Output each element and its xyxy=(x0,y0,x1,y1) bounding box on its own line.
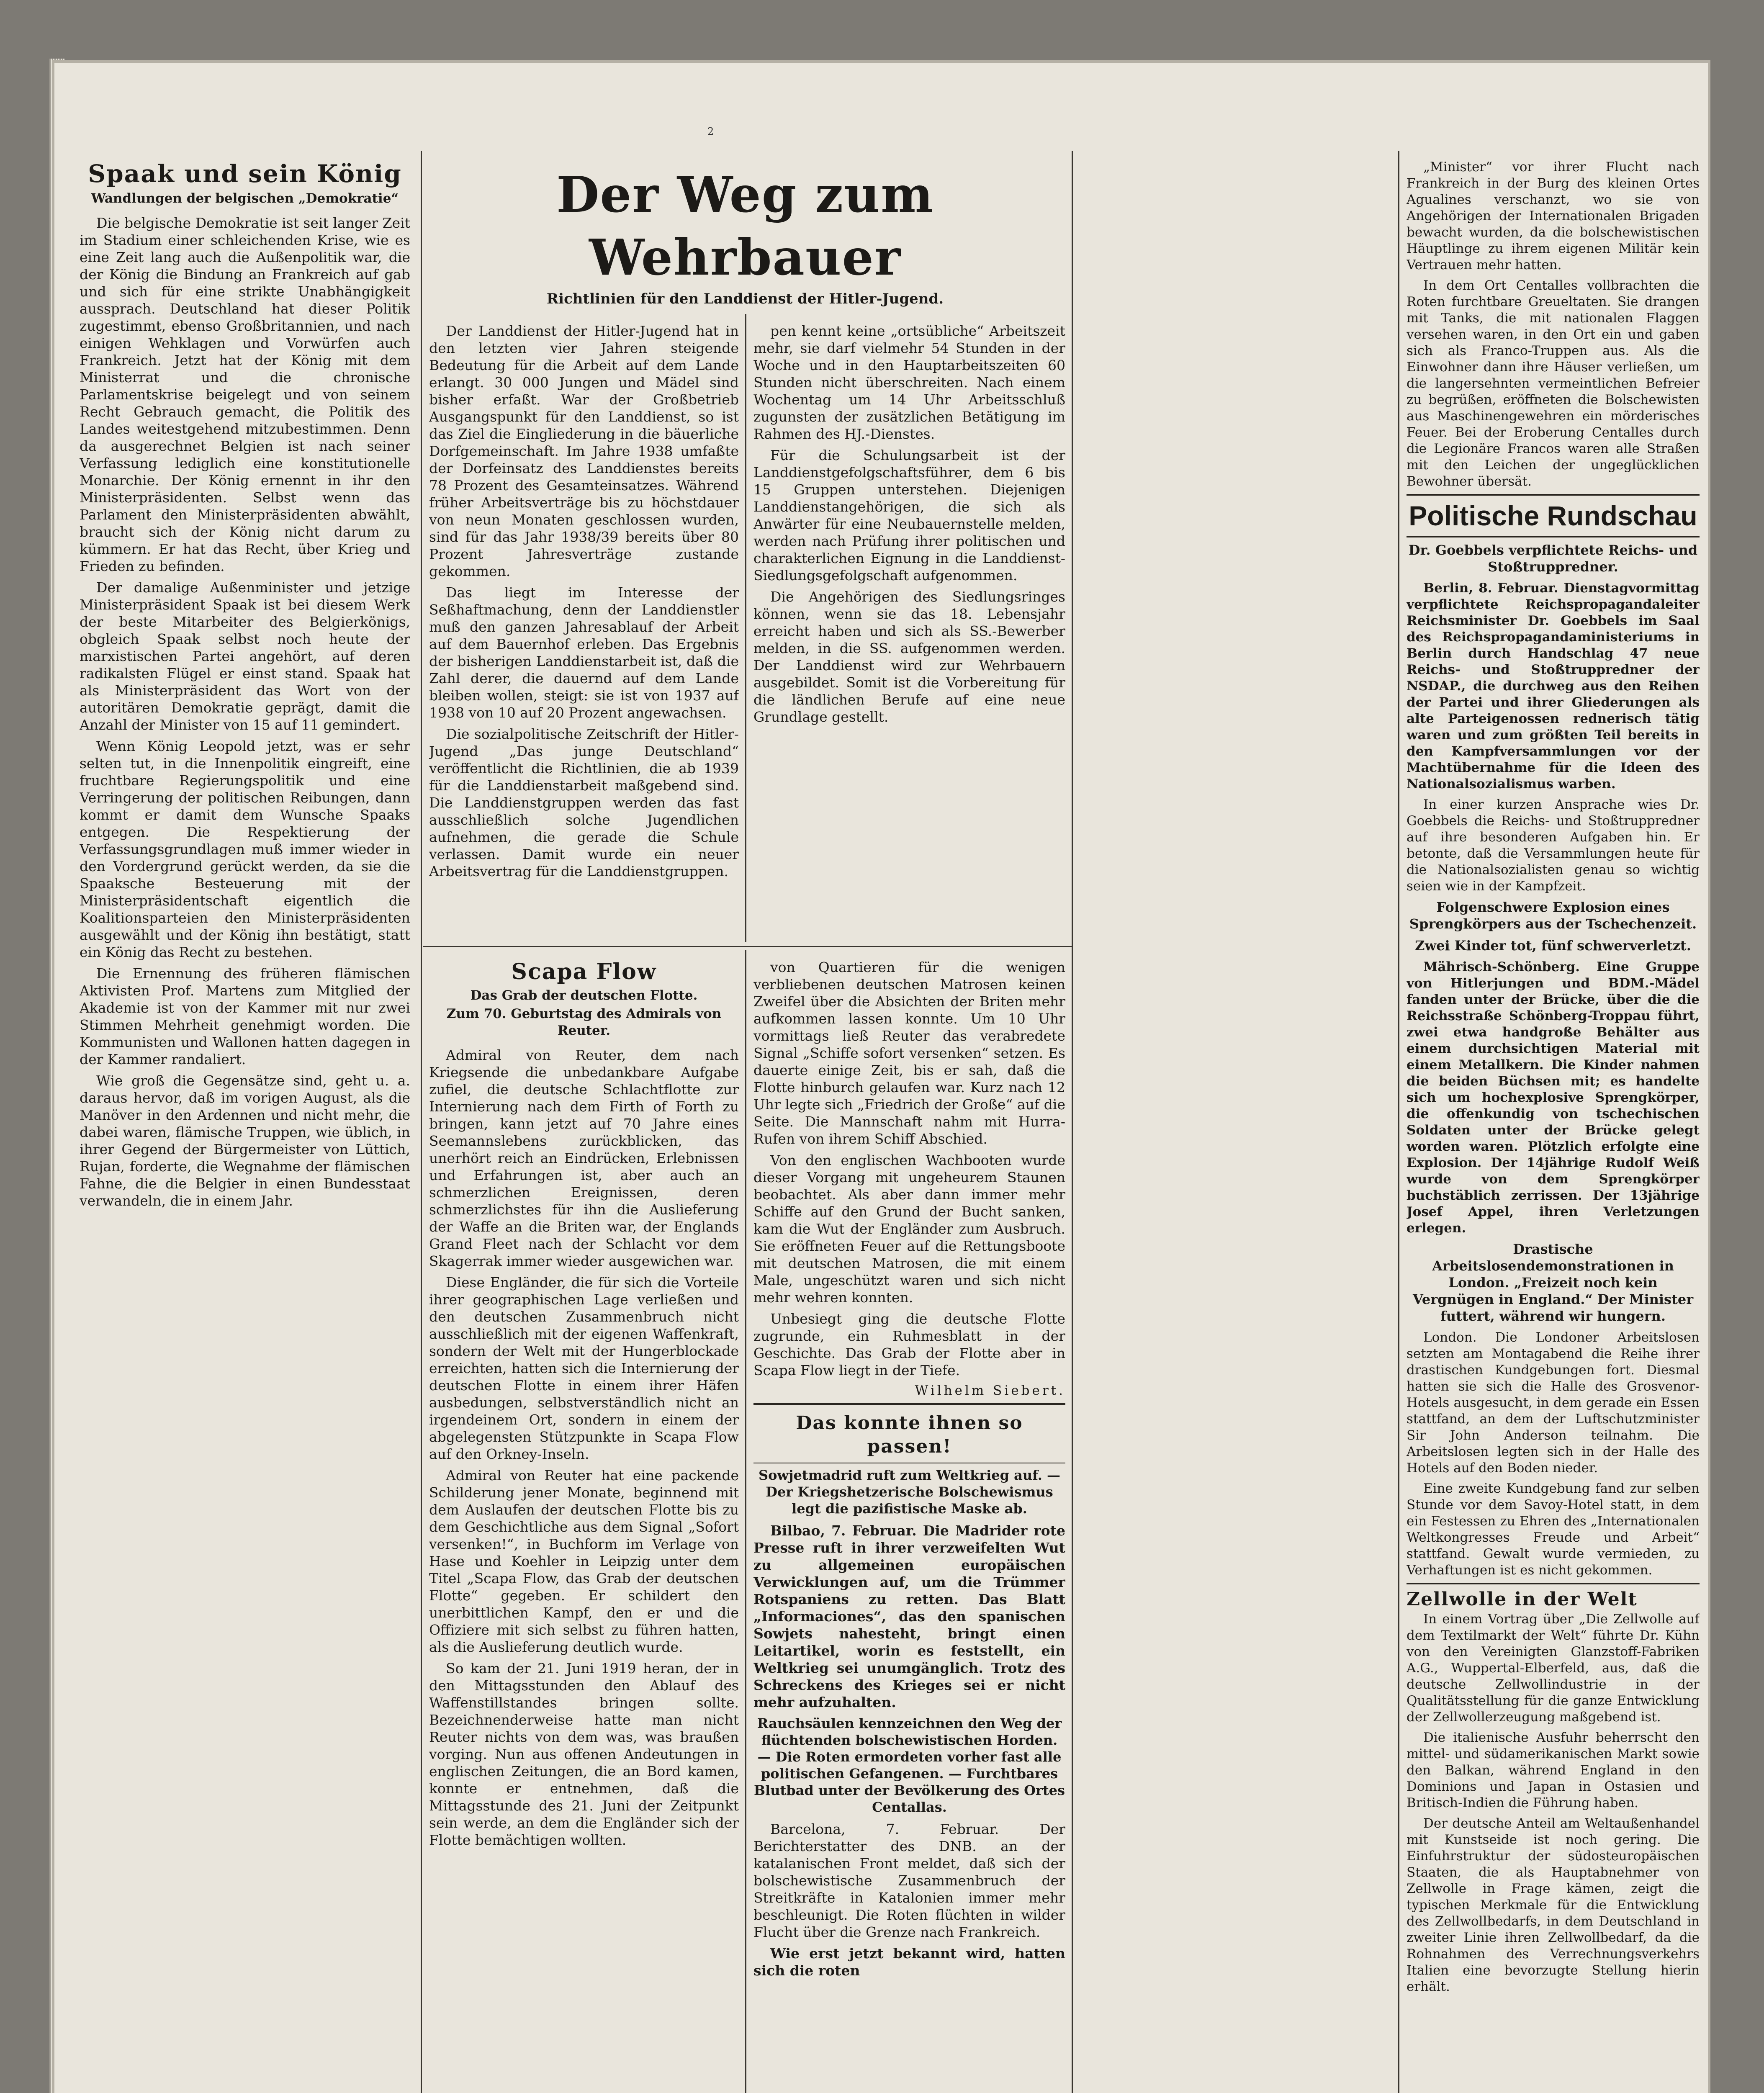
paragraph: In einer kurzen Ansprache wies Dr. Goebbels die Reichs- und Stoßtruppredner auf ihre besonderen Aufgaben hin. Er betonte, daß die Versammlungen heute für die Nationalsozialisten genau so wichtig seien wie in der Kampfzeit. xyxy=(1407,797,1700,894)
explosion-head: Folgenschwere Explosion eines Sprengkörpers aus der Tschechenzeit. xyxy=(1409,899,1697,932)
paragraph: Die Ernennung des früheren flämischen Aktivisten Prof. Martens zum Mitglied der Akademie ist von der Kammer mit nur zwei Stimmen Mehrheit genehmigt worden. Die Kommunisten und Wallonen hatten dagegen in der Kammer randaliert. xyxy=(80,965,410,1067)
main-title: Der Weg zum Wehrbauer xyxy=(556,165,934,286)
paragraph: Die sozialpolitische Zeitschrift der Hitler-Jugend „Das junge Deutschland“ veröffentlicht die Richtlinien, die ab 1939 für die Landdienstarbeit maßgebend sind. Die Landdienstgruppen werden das fast ausschließlich solche Jugendlichen aufnehmen, die gerade die Schule verlassen. Damit wurde ein neuer Arbeitsvertrag für die Landdienstgruppen. xyxy=(429,726,739,879)
scapa-subtitle: Das Grab der deutschen Flotte. xyxy=(470,988,698,1003)
goebbels-head: Dr. Goebbels verpflichtete Reichs- und Stoßtruppredner. xyxy=(1408,542,1698,575)
main-subtitle: Richtlinien für den Landdienst der Hitler-Jugend. xyxy=(546,291,944,307)
page-number: 2 xyxy=(707,126,714,137)
column-landdienst-right xyxy=(753,322,1065,942)
paragraph: von Quartieren für die wenigen verbliebenen deutschen Matrosen keinen Zweifel über die Absichten der Briten mehr aufkommen lassen konnte. Um 10 Uhr vormittags ließ Reuter das verabredete Signal „Schiffe sofort versenken“ setzen. Es dauerte einige Zeit, bis er sah, daß die Flotte hinburch gelaufen war. Kurz nach 12 Uhr legte sich „Friedrich der Große“ auf die Seite. Die Mannschaft nahm mit Hurra-Rufen von ihrem Schiff Abschied. xyxy=(753,959,1065,1147)
paragraph: Für die Schulungsarbeit ist der Landdienstgefolgschaftsführer, dem 6 bis 15 Gruppen unterstehen. Diejenigen Landdienstangehörigen, die sich als Anwärter für eine Neubauernstelle melden, werden nach Prüfung ihrer politischen und charakterlichen Eignung in die Landdienst-Siedlungsgefolgschaft aufgenommen. xyxy=(753,447,1065,584)
zellwolle-title: Zellwolle in der Welt xyxy=(1407,1589,1638,1610)
column-rule xyxy=(421,151,422,2093)
paragraph: Berlin, 8. Februar. Dienstagvormittag verpflichtete Reichspropagandaleiter Reichsminister Dr. Goebbels im Saal des Reichspropagandaministeriums in Berlin durch Handschlag 47 neue Reichs- und Stoßtruppredner der NSDAP., die durchweg aus den Reihen der Partei und ihrer Gliederungen als alte Parteigenossen rednerisch tätig waren und zum größten Teil bereits in den Kampfversammlungen vor der Machtübernahme für die Ideen des Nationalsozialismus warben. xyxy=(1407,581,1700,792)
paragraph: Mährisch-Schönberg. Eine Gruppe von Hitlerjungen und BDM.-Mädel fanden unter der Brücke, über die die Reichsstraße Schönberg-Troppau führt, zwei etwa handgroße Behälter aus einem durchsichtigen Material mit einem Metallkern. Die Kinder nahmen die beiden Büchsen mit; es handelte sich um hochexplosive Sprengkörper, die offenkundig von tschechischen Soldaten unter der Brücke gelegt worden waren. Plötzlich erfolgte eine Explosion. Der 14jährige Rudolf Weiß wurde von dem Sprengkörper buchstäblich zerrissen. Der 13jährige Josef Appel, ihren Verletzungen erlegen. xyxy=(1407,959,1700,1236)
column-right xyxy=(1407,159,1700,2093)
paragraph: Diese Engländer, die für sich die Vorteile ihrer geographischen Lage verließen und den deutschen Zusammenbruch nicht ausschließlich mit der eigenen Waffenkraft, sondern der Welt mit der Hungerblockade erreichten, hatten sich die Internierung der deutschen Flotte in einem ihrer Häfen ausbedungen, selbstverständlich nicht an irgendeinem Ort, sondern in einem der abgelegensten Stützpunkte in Scapa Flow auf den Orkney-Inseln. xyxy=(429,1274,739,1462)
paragraph: Das liegt im Interesse der Seßhaftmachung, denn der Landdienstler muß den ganzen Jahresablauf der Arbeit auf dem Bauernhof erleben. Das Ergebnis der bisherigen Landdienstarbeit ist, daß die Zahl derer, die dauernd auf dem Lande bleiben wollen, steigt: sie ist von 1937 auf 1938 von 10 auf 20 Prozent angewachsen. xyxy=(429,584,739,721)
paragraph: Eine zweite Kundgebung fand zur selben Stunde vor dem Savoy-Hotel statt, in dem ein Festessen zu Ehren des „Internationalen Weltkongresses Freude und Arbeit“ stattfand. Gewalt wurde vermieden, zu Verhaftungen ist es nicht gekommen. xyxy=(1407,1481,1700,1578)
paragraph: Von den englischen Wachbooten wurde dieser Vorgang mit ungeheurem Staunen beobachtet. Als aber dann immer mehr Schiffe auf den Grund der Bucht sanken, kam die Wut der Engländer zum Ausbruch. Sie eröffneten Feuer auf die Rettungsboote mit deutschen Matrosen, die mit einem Male, ungeschützt waren und sich nicht mehr wehren konnten. xyxy=(753,1152,1065,1306)
column-scapa-left xyxy=(429,959,739,2093)
paragraph: Wenn König Leopold jetzt, was er sehr selten tut, in die Innenpolitik eingreift, eine fruchtbare Regierungspolitik und eine Verringerung der politischen Reibungen, dann kommt er damit dem Wunsche Spaaks entgegen. Die Respektierung der Verfassungsgrundlagen muß immer wieder in den Vordergrund gerückt werden, da sie die Spaaksche Besteuerung mit der Ministerpräsidentschaft eigentlich die Koalitionsparteien den Ministerpräsidenten ausgewählt und der König ihn bestätigt, statt ein König das Recht zu bestehen. xyxy=(80,738,410,960)
paragraph: pen kennt keine „ortsübliche“ Arbeitszeit mehr, sie darf vielmehr 54 Stunden in der Woche und in den Hauptarbeitszeiten 60 Stunden nicht überschreiten. Nach einem Wochentag um 14 Uhr Arbeitsschluß zugunsten der zusätzlichen Betätigung im Rahmen des HJ.-Dienstes. xyxy=(753,323,1065,442)
paragraph: Der damalige Außenminister und jetzige Ministerpräsident Spaak ist bei diesem Werk der beste Mitarbeiter des Belgierkönigs, obgleich Spaak selbst noch heute der marxistischen Partei angehört, auf deren radikalsten Flügel er einst stand. Spaak hat als Ministerpräsident das Wort von der autoritären Demokratie geprägt, damit die Anzahl der Minister von 15 auf 11 gemindert. xyxy=(80,579,410,733)
paragraph: „Minister“ vor ihrer Flucht nach Frankreich in der Burg des kleinen Ortes Agualines verschanzt, wo sie von Angehörigen der Internationalen Brigaden bewacht wurden, da die bolschewistischen Häuptlinge zu ihrem eigenen Militär kein Vertrauen mehr hatten. xyxy=(1407,159,1700,273)
article-title: Spaak und sein König xyxy=(88,159,402,188)
paragraph: Bilbao, 7. Februar. Die Madrider rote Presse ruft in ihrer verzweifelten Wut zu allgemeinen europäischen Verwicklungen auf, um die Trümmer Rotspaniens zu retten. Das Blatt „Informaciones“, das den spanischen Sowjets nahesteht, bringt einen Leitartikel, worin es feststellt, ein Weltkrieg sei unumgänglich. Trotz des Schreckens des Krieges sei er nicht mehr aufzuhalten. xyxy=(753,1522,1065,1710)
passen-title: Das konnte ihnen so passen! xyxy=(796,1412,1023,1457)
scapa-subtitle-2: Zum 70. Geburtstag des Admirals von Reuter. xyxy=(446,1006,722,1038)
explosion-sub: Zwei Kinder tot, fünf schwerverletzt. xyxy=(1415,938,1691,954)
column-rule xyxy=(745,314,746,942)
column-landdienst-left xyxy=(429,322,739,942)
column-rule xyxy=(1398,151,1399,2093)
paragraph: Die Angehörigen des Siedlungsringes können, wenn sie das 18. Lebensjahr erreicht haben und sich als SS.-Bewerber melden, in die SS. aufgenommen werden. Der Landdienst wird zur Wehrbauern ausgebildet. Somit ist die Vorbereitung für die ländlichen Berufe auf eine neue Grundlage gestellt. xyxy=(753,589,1065,725)
section-rule xyxy=(423,946,1072,947)
paragraph: Die belgische Demokratie ist seit langer Zeit im Stadium einer schleichenden Krise, wie es eine Zeit lang auch die Außenpolitik war, die der König die Bindung an Frankreich auf gab und sich für eine strikte Unabhängigkeit aussprach. Deutschland hat dieser Politik zugestimmt, ebenso Großbritannien, und nach einigen Wehklagen und Vorwürfen auch Frankreich. Jetzt hat der König mit dem Ministerrat und die chronische Parlamentskrise beigelegt und von seinem Recht Gebrauch gemacht, die Politik des Landes weitestgehend mitzubestimmen. Denn da ausgerechnet Belgien ist nach seiner Verfassung lediglich eine konstitutionelle Monarchie. Der König ernennt in ihr den Ministerpräsidenten. Selbst wenn das Parlament den Ministerpräsidenten abwählt, braucht sich der König nicht darum zu kümmern. Er hat das Recht, über Krieg und Frieden zu befinden. xyxy=(80,215,410,574)
paragraph: London. Die Londoner Arbeitslosen setzten am Montagabend die Reihe ihrer drastischen Kundgebungen fort. Diesmal hatten sie sich die Halle des Grosvenor-Hotels ausgesucht, in dem gerade ein Essen stattfand, an dem der Luftschutzminister Sir John Anderson teilnahm. Die Arbeitslosen legten sich in der Halle des Hotels auf den Boden nieder. xyxy=(1407,1330,1700,1476)
paragraph: Wie erst jetzt bekannt wird, hatten sich die roten xyxy=(753,1945,1065,1979)
author-signature: Wilhelm Siebert. xyxy=(915,1383,1065,1398)
paragraph: Admiral von Reuter hat eine packende Schilderung jener Monate, beginnend mit dem Auslaufen der deutschen Flotte bis zu dem Geschichtliche aus dem Signal „Sofort versenken!“, in Buchform im Verlage von Hase und Koehler in Leipzig unter dem Titel „Scapa Flow, das Grab der deutschen Flotte“ gegeben. Er schildert den unerbittlichen Kampf, den er und die Offiziere mit sich selbst zu führen hatten, als die Auslieferung deutlich wurde. xyxy=(429,1467,739,1655)
column-rule xyxy=(745,950,746,2093)
column-rule xyxy=(1072,151,1073,2093)
passen-subtitle: Sowjetmadrid ruft zum Weltkrieg auf. — Der Kriegshetzerische Bolschewismus legt die pazifistische Maske ab. xyxy=(758,1467,1061,1517)
paragraph: In einem Vortrag über „Die Zellwolle auf dem Textilmarkt der Welt“ führte Dr. Kühn von den Vereinigten Glanzstoff-Fabriken A.G., Wuppertal-Elberfeld, aus, daß die deutsche Zellwollindustrie in der Qualitätsstellung für die ganze Entwicklung der Zellwollerzeugung maßgebend ist. xyxy=(1407,1612,1700,1725)
paragraph: Die italienische Ausfuhr beherrscht den mittel- und südamerikanischen Markt sowie den Balkan, während England in den Dominions und Japan in Ostasien und Britisch-Indien die Führung haben. xyxy=(1407,1730,1700,1810)
paragraph: Unbesiegt ging die deutsche Flotte zugrunde, ein Ruhmesblatt in der Geschichte. Das Grab der Flotte aber in Scapa Flow liegt in der Tiefe. xyxy=(753,1311,1065,1378)
paragraph: Admiral von Reuter, dem nach Kriegsende die unbedankbare Aufgabe zufiel, die deutsche Schlachtflotte zur Internierung nach dem Firth of Forth zu bringen, kann jetzt auf 70 Jahre eines Seemannslebens zurückblicken, das unerhört reich an Eindrücken, Erlebnissen und Erfahrungen ist, aber auch an schmerzlichen Ereignissen, deren schmerzlichstes für ihn die Auslieferung der Waffe an die Briten war, der Englands Grand Fleet nach der Schlacht vor dem Skagerrak immer wieder ausgewichen war. xyxy=(429,1047,739,1269)
paragraph: In dem Ort Centalles vollbrachten die Roten furchtbare Greueltaten. Sie drangen mit Tanks, die mit nationalen Flaggen versehen waren, in den Ort ein und gaben sich als Franco-Truppen aus. Als die Einwohner dann ihre Häuser verließen, um die langersehnten vermeintlichen Befreier zu begrüßen, eröffneten die Bolschewisten aus Maschinengewehren ein mörderisches Feuer. Bei der Eroberung Centalles durch die Legionäre Francos waren alle Straßen mit den Leichen der ungeglücklichen Bewohner übersät. xyxy=(1407,278,1700,489)
rauchsaeulen-head: Rauchsäulen kennzeichnen den Weg der flüchtenden bolschewistischen Horden. — Die Roten ermordeten vorher fast alle politischen Gefangenen. — Furchtbares Blutbad unter der Bevölkerung des Ortes Centallas. xyxy=(754,1715,1065,1815)
article-subtitle: Wandlungen der belgischen „Demokratie“ xyxy=(91,191,399,206)
paragraph: Barcelona, 7. Februar. Der Berichterstatter des DNB. an der katalanischen Front meldet, daß sich der bolschewistische Zusammenbruch der Streitkräfte in Katalonien immer mehr beschleunigt. Die Roten flüchten in wilder Flucht über die Grenze nach Frankreich. xyxy=(753,1821,1065,1940)
paragraph: Wie groß die Gegensätze sind, geht u. a. daraus hervor, daß im vorigen August, als die Manöver in den Ardennen und nicht mehr, die dabei waren, flämische Truppen, wie üblich, in ihrer Gegend der Bürgermeister von Lüttich, Rujan, forderte, die Wegnahme der flämischen Fahne, die die Belgier in einen Bundesstaat verwandeln, die in einem Jahr. xyxy=(80,1072,410,1209)
paragraph: Der deutsche Anteil am Weltaußenhandel mit Kunstseide ist noch gering. Die Einfuhrstruktur der südosteuropäischen Staaten, die als Hauptabnehmer von Zellwolle in Frage kämen, zeigt die typischen Merkmale für die Entwicklung des Zellwollbedarfs, in dem Deutschland in zweiter Linie ihren Zellwollbedarf, da die Rohnahmen des Verrechnungsverkehrs Italien eine bevorzugte Stellung hierin erhält. xyxy=(1407,1816,1700,1994)
scapa-title: Scapa Flow xyxy=(511,959,657,985)
newspaper-page xyxy=(54,63,1708,2093)
paragraph: So kam der 21. Juni 1919 heran, der in den Mittagsstunden den Ablauf des Waffenstillstandes bringen sollte. Bezeichnenderweise hatte man nicht Reuter nichts von dem was, was braußen vorging. Nun aus offenen Andeutungen in englischen Zeitungen, die an Bord kamen, konnte er entnehmen, daß die Mittagsstunde des 21. Juni der Zeitpunkt sein werde, an dem die Engländer sich der Flotte bemächtigen wollten. xyxy=(429,1660,739,1848)
london-head: Drastische Arbeitslosendemonstrationen in London. „Freizeit noch kein Vergnügen in England.“ Der Minister futtert, während wir hungern. xyxy=(1412,1241,1694,1324)
column-spaak xyxy=(80,159,410,2093)
rundschau-title: Politische Rundschau xyxy=(1409,500,1697,531)
paragraph: Der Landdienst der Hitler-Jugend hat in den letzten vier Jahren steigende Bedeutung für die Arbeit auf dem Lande erlangt. 30 000 Jungen und Mädel sind bisher erfaßt. War der Großbetrieb Ausgangspunkt für den Landdienst, so ist das Ziel die Eingliederung in die bäuerliche Dorfgemeinschaft. Im Jahre 1938 umfaßte der Dorfeinsatz des Landdienstes bereits 78 Prozent des Gesamteinsatzes. Während früher Arbeitsverträge bis zu höchstdauer von neun Monaten geschlossen wurden, sind für das Jahr 1938/39 bereits über 80 Prozent Jahresverträge zustande gekommen. xyxy=(429,323,739,579)
column-scapa-right xyxy=(753,959,1065,2093)
main-headline-block xyxy=(431,147,1059,314)
